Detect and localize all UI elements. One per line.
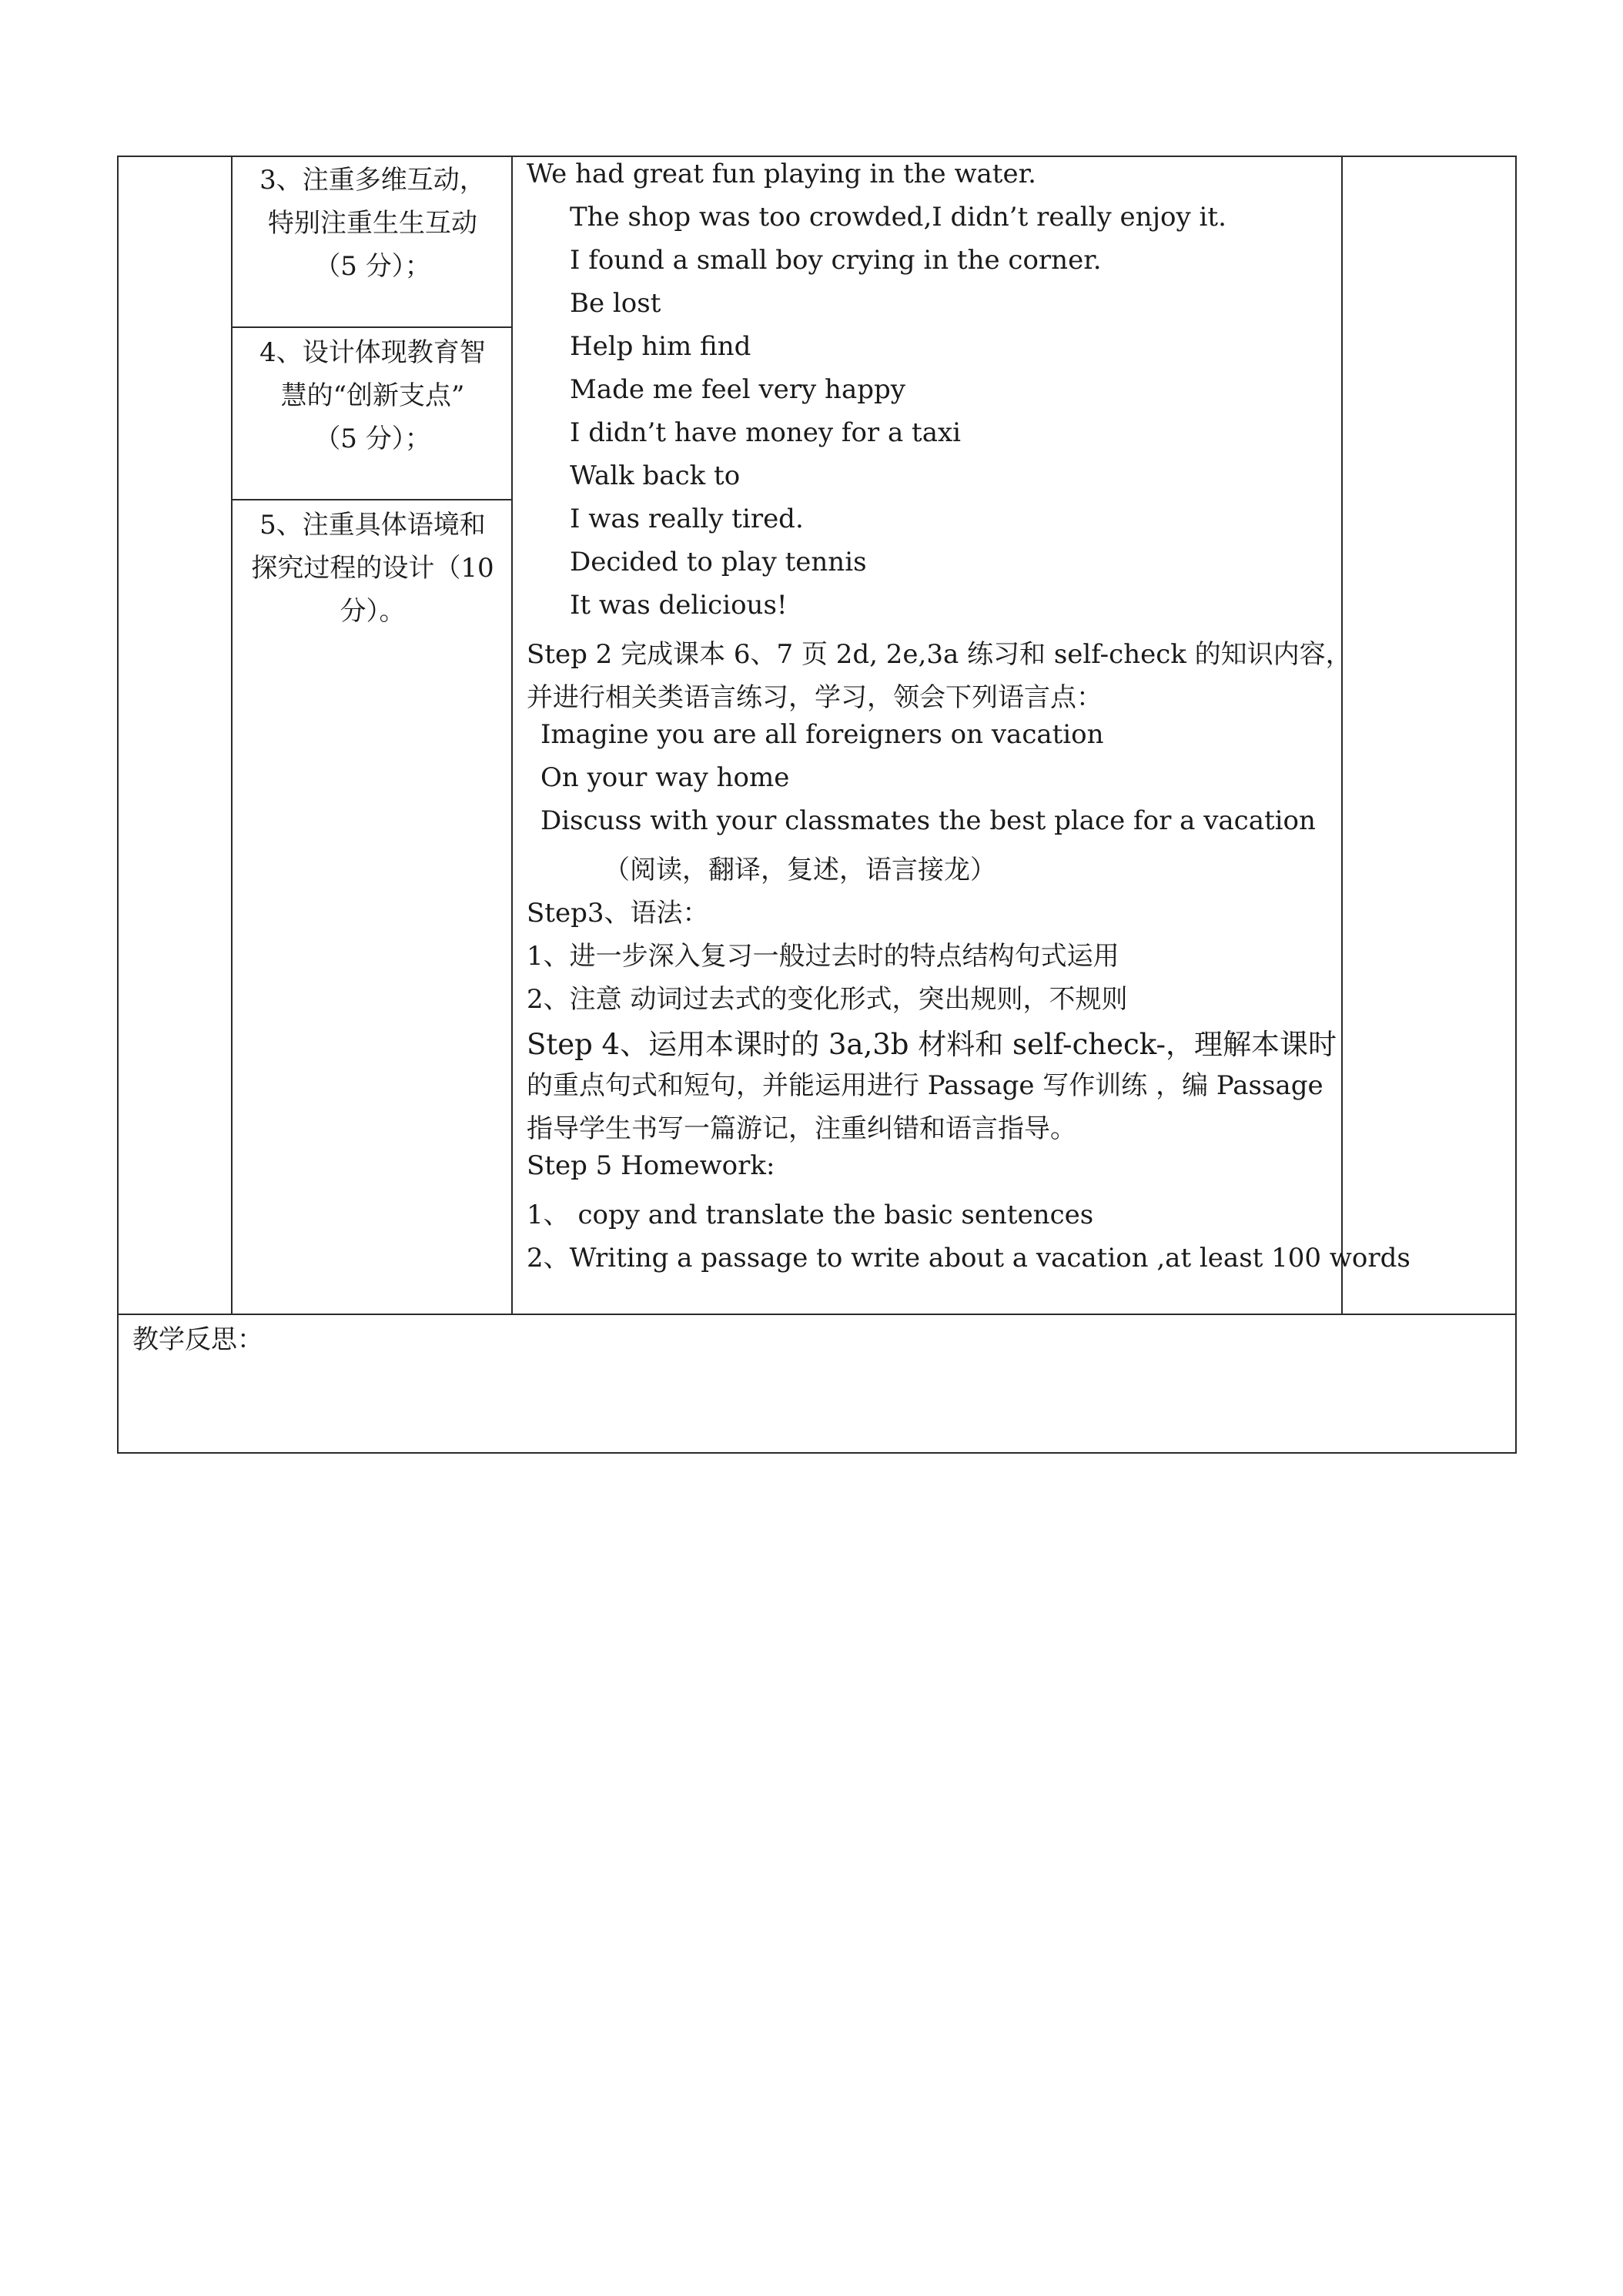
criterion-line: 慧的“创新支点” [280, 380, 465, 411]
process-line: （阅读，翻译，复述，语言接龙） [604, 855, 996, 885]
criterion-line: 分）。 [340, 596, 406, 627]
process-line: Imagine you are all foreigners on vacation [540, 719, 1104, 750]
process-line: Be lost [570, 288, 661, 319]
criterion-line: 5、注重具体语境和 [259, 510, 486, 541]
table-bottom-border [117, 1452, 1517, 1454]
process-line: On your way home [540, 762, 790, 793]
criterion-cell-4 [233, 331, 513, 460]
process-line: The shop was too crowded,I didn’t really enjoy it. [570, 202, 1226, 233]
process-line: Discuss with your classmates the best place for a vacation [540, 805, 1316, 836]
criterion-cell-5 [233, 504, 513, 633]
process-line: We had great fun playing in the water. [527, 159, 1036, 189]
process-line: I was really tired. [570, 504, 804, 534]
process-line: Step 5 Homework: [527, 1150, 775, 1181]
criterion-cell-3 [233, 159, 513, 288]
table-right-border [1515, 156, 1517, 1454]
process-line: Help him find [570, 331, 751, 362]
column-divider-1 [231, 156, 233, 1315]
teaching-reflection-label: 教学反思： [132, 1324, 263, 1355]
process-line: 1、进一步深入复习一般过去时的特点结构句式运用 [527, 941, 1119, 972]
criterion-line: （5 分）； [314, 251, 431, 282]
process-line: It was delicious! [570, 590, 788, 621]
criterion-line: （5 分）； [314, 423, 431, 454]
process-line: Step3、语法： [527, 898, 709, 929]
column-divider-3 [1341, 156, 1343, 1315]
process-line: Made me feel very happy [570, 374, 905, 405]
table-top-border [117, 156, 1517, 157]
process-line: I found a small boy crying in the corner. [570, 245, 1102, 276]
process-line: 指导学生书写一篇游记，注重纠错和语言指导。 [527, 1113, 1076, 1144]
process-line: Step 2 完成课本 6、7 页 2d, 2e,3a 练习和 self-check 的知识内容， [527, 639, 1352, 670]
process-line: Decided to play tennis [570, 547, 867, 577]
process-line: 1、 copy and translate the basic sentences [527, 1200, 1094, 1230]
process-line: 并进行相关类语言练习，学习，领会下列语言点： [527, 682, 1103, 713]
criterion-line: 4、设计体现教育智 [259, 337, 486, 368]
process-line: Walk back to [570, 460, 741, 491]
column-divider-2 [511, 156, 513, 1315]
process-line: I didn’t have money for a taxi [570, 417, 962, 448]
process-line: Step 4、运用本课时的 3a,3b 材料和 self-check-，理解本课时 [527, 1028, 1337, 1061]
table-row-divider [117, 1314, 1517, 1315]
criterion-line: 探究过程的设计（10 [251, 553, 494, 584]
table-left-border [117, 156, 119, 1454]
criteria-divider-1 [231, 326, 513, 328]
process-line: 2、注意 动词过去式的变化形式，突出规则，不规则 [527, 984, 1128, 1015]
criterion-line: 3、注重多维互动， [259, 165, 486, 196]
process-line: 的重点句式和短句，并能运用进行 Passage 写作训练 ，编 Passage [527, 1070, 1323, 1101]
criterion-line: 特别注重生生互动 [268, 208, 477, 239]
criteria-divider-2 [231, 499, 513, 500]
process-line: 2、Writing a passage to write about a vacation ,at least 100 words [527, 1243, 1411, 1274]
